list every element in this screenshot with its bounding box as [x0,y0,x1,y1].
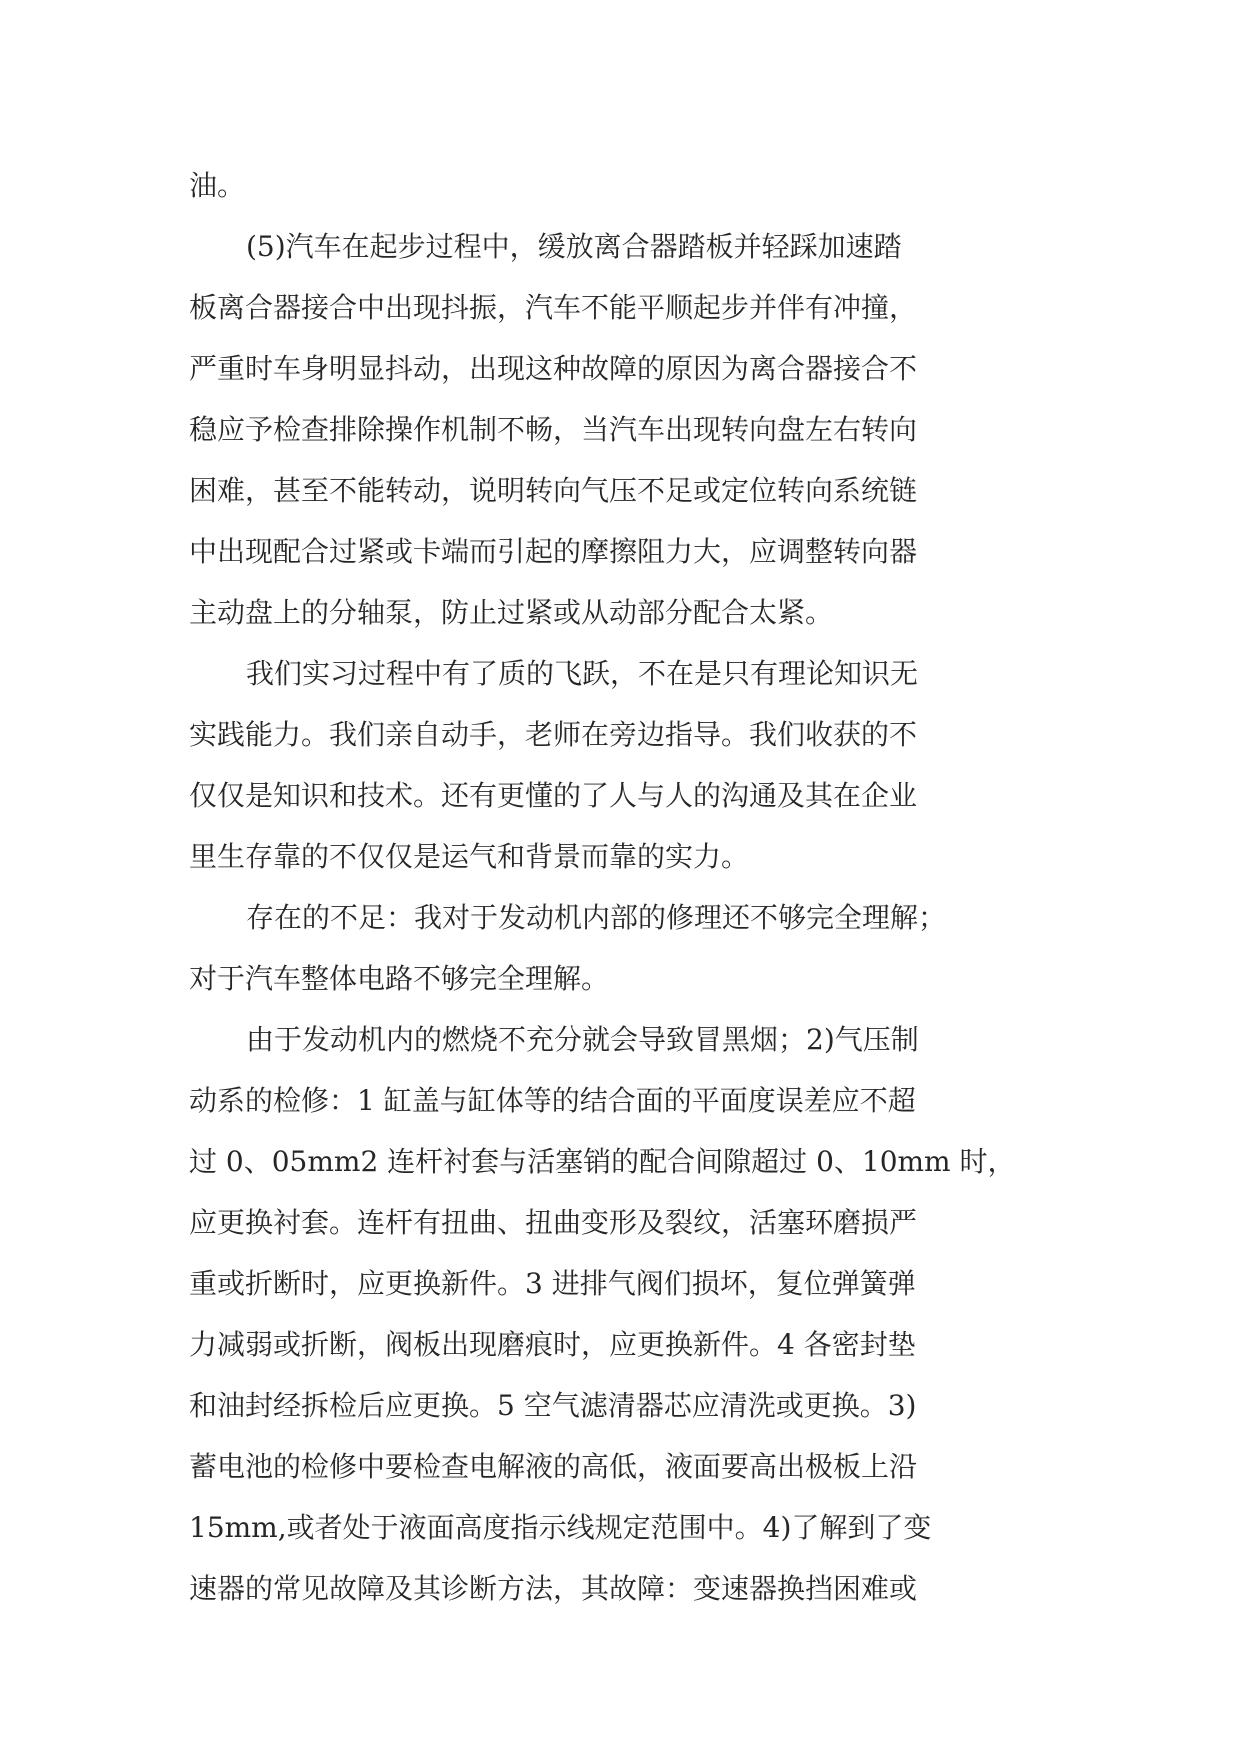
text-line: 由于发动机内的燃烧不充分就会导致冒黑烟；2)气压制 [246,1023,919,1056]
text-line: 存在的不足：我对于发动机内部的修理还不够完全理解； [246,901,947,934]
text-line: 15mm,或者处于液面高度指示线规定范围中。4)了解到了变 [189,1511,932,1544]
text-line: 和油封经拆检后应更换。5 空气滤清器芯应清洗或更换。3) [189,1389,917,1422]
text-line: 蓄电池的检修中要检查电解液的高低，液面要高出极板上沿 [189,1450,918,1483]
text-line: 速器的常见故障及其诊断方法，其故障：变速器换挡困难或 [189,1572,918,1605]
text-line: 主动盘上的分轴泵，防止过紧或从动部分配合太紧。 [189,596,834,629]
text-line: 重或折断时，应更换新件。3 进排气阀们损坏，复位弹簧弹 [189,1267,916,1300]
text-line: 动系的检修：1 缸盖与缸体等的结合面的平面度误差应不超 [189,1084,916,1117]
text-line: 我们实习过程中有了质的飞跃，不在是只有理论知识无 [246,657,919,690]
text-line: 稳应予检查排除操作机制不畅，当汽车出现转向盘左右转向 [189,413,918,446]
text-line: (5)汽车在起步过程中，缓放离合器踏板并轻踩加速踏 [246,230,902,263]
text-line: 力减弱或折断，阀板出现磨痕时，应更换新件。4 各密封垫 [189,1328,916,1361]
text-line: 实践能力。我们亲自动手，老师在旁边指导。我们收获的不 [189,718,918,751]
text-line: 油。 [189,169,246,202]
text-line: 对于汽车整体电路不够完全理解。 [189,962,610,995]
text-line: 中出现配合过紧或卡端而引起的摩擦阻力大，应调整转向器 [189,535,918,568]
text-line: 应更换衬套。连杆有扭曲、扭曲变形及裂纹，活塞环磨损严 [189,1206,918,1239]
text-line: 仅仅是知识和技术。还有更懂的了人与人的沟通及其在企业 [189,779,918,812]
text-line: 板离合器接合中出现抖振，汽车不能平顺起步并伴有冲撞， [189,291,918,324]
text-line: 困难，甚至不能转动，说明转向气压不足或定位转向系统链 [189,474,918,507]
text-line: 严重时车身明显抖动，出现这种故障的原因为离合器接合不 [189,352,918,385]
text-line: 里生存靠的不仅仅是运气和背景而靠的实力。 [189,840,750,873]
text-line: 过 0、05mm2 连杆衬套与活塞销的配合间隙超过 0、10mm 时， [189,1145,1016,1178]
